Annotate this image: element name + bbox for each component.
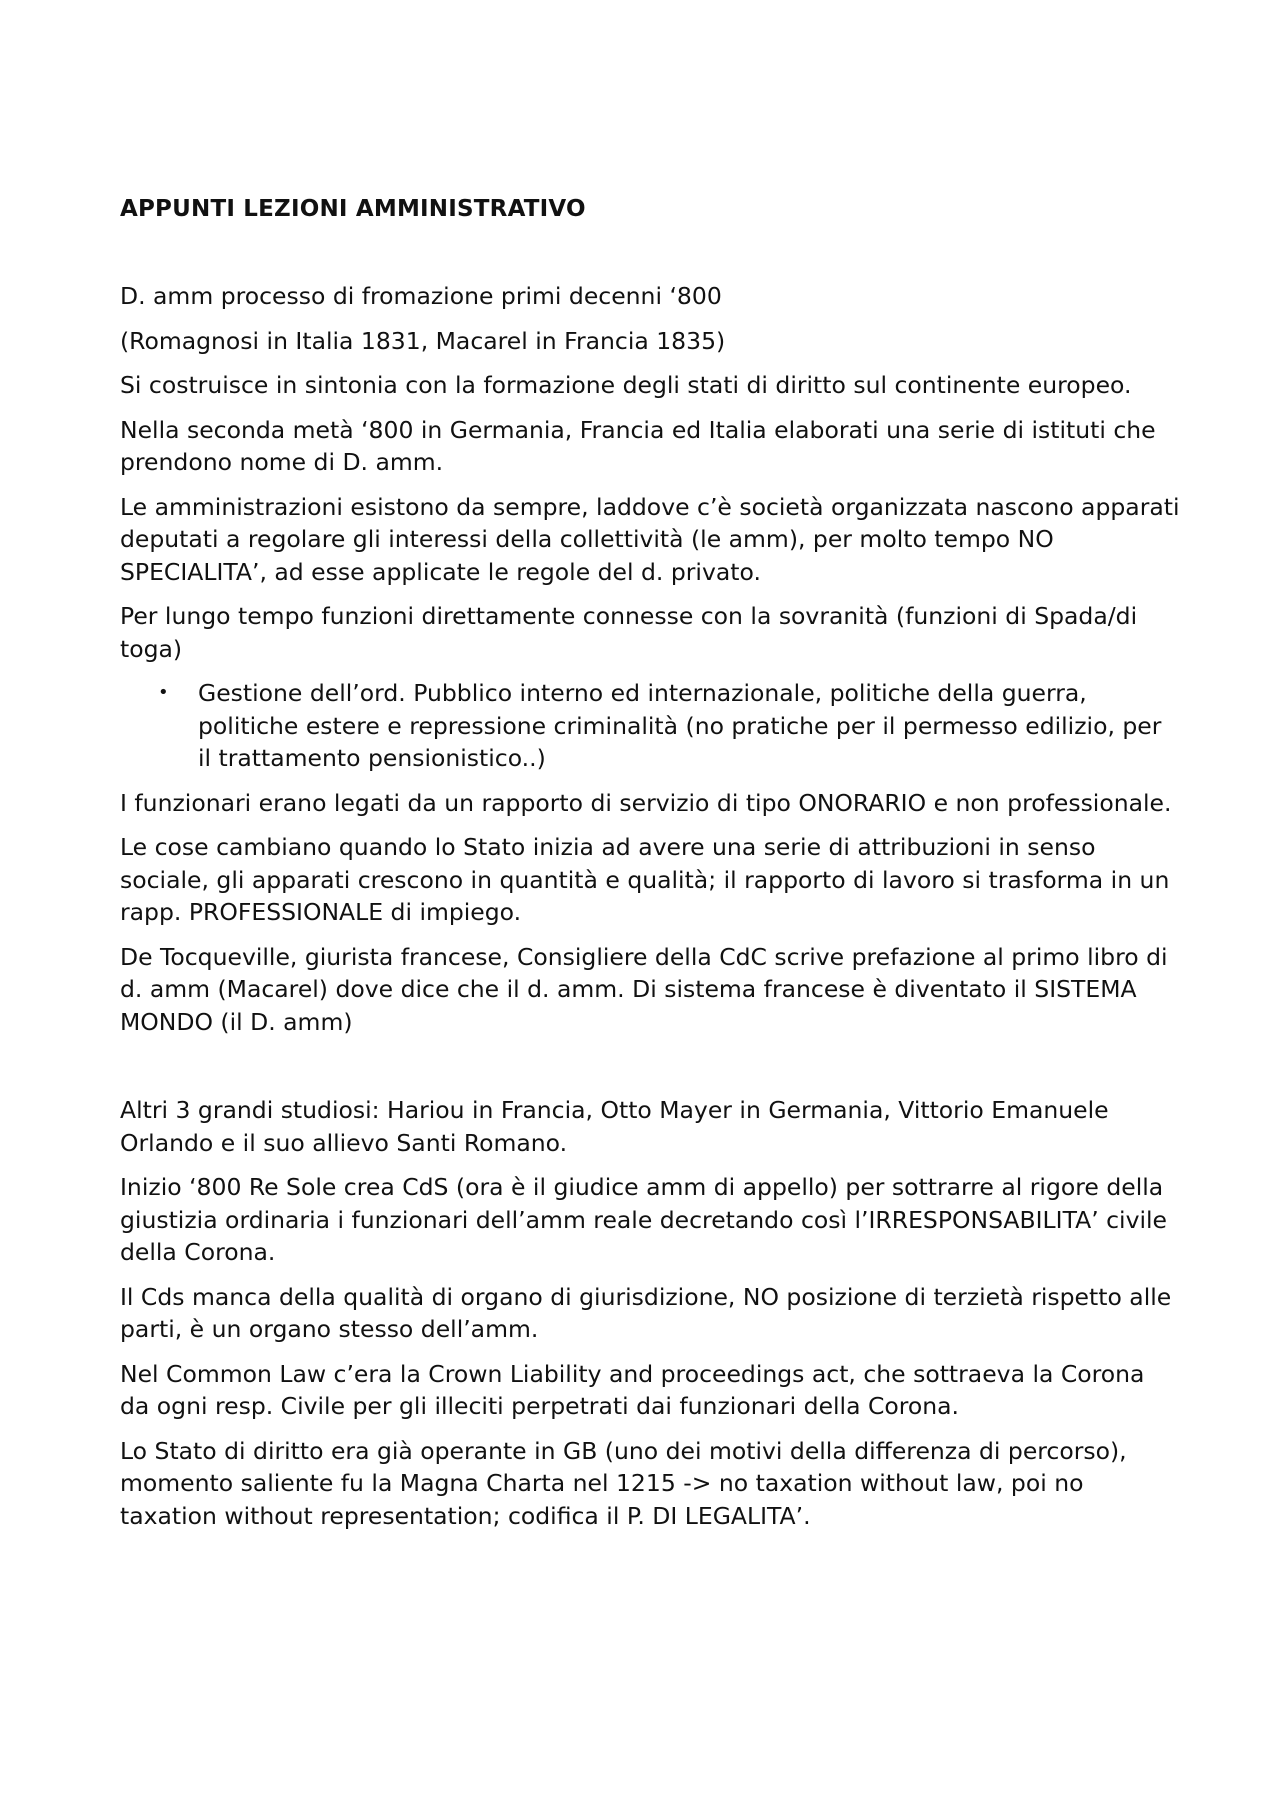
paragraph: De Tocqueville, giurista francese, Consigliere della CdC scrive prefazione al primo libro di d. amm (Macarel) dove dice che il d. amm. Di sistema francese è diventato il SISTEMA MONDO (il D. amm) xyxy=(120,942,1168,1036)
paragraph: Lo Stato di diritto era già operante in GB (uno dei motivi della differenza di percorso), momento saliente fu la Magna Charta nel 1215 -> no taxation without law, poi no taxation without representation; codifica il P. DI LEGALITA’. xyxy=(120,1436,1127,1530)
paragraph: Si costruisce in sintonia con la formazione degli stati di diritto sul continente europeo. xyxy=(120,371,1132,399)
paragraph: Il Cds manca della qualità di organo di giurisdizione, NO posizione di terzietà rispetto alle parti, è un organo stesso dell’amm. xyxy=(120,1282,1172,1343)
document-title: APPUNTI LEZIONI AMMINISTRATIVO xyxy=(120,196,586,222)
paragraph: Inizio ‘800 Re Sole crea CdS (ora è il giudice amm di appello) per sottrarre al rigore della giustizia ordinaria i funzionari dell’amm reale decretando così l’IRRESPONSABILITA’ civile della Corona. xyxy=(120,1173,1168,1266)
paragraph: Le amministrazioni esistono da sempre, laddove c’è società organizzata nascono apparati deputati a regolare gli interessi della collettività (le amm), per molto tempo NO SPECIALITA’, ad esse applicate le regole del d. privato. xyxy=(120,492,1180,586)
paragraph: Nella seconda metà ‘800 in Germania, Francia ed Italia elaborati una serie di istituti che prendono nome di D. amm. xyxy=(120,415,1156,476)
paragraph: (Romagnosi in Italia 1831, Macarel in Francia 1835) xyxy=(120,326,726,355)
paragraph: I funzionari erano legati da un rapporto di servizio di tipo ONORARIO e non professionale. xyxy=(120,788,1172,817)
document-body xyxy=(120,280,1180,1544)
bullet-list-item xyxy=(158,677,1180,775)
bullet-list xyxy=(120,677,1180,775)
paragraph: Per lungo tempo funzioni direttamente connesse con la sovranità (funzioni di Spada/di toga) xyxy=(120,602,1138,663)
paragraph: Nel Common Law c’era la Crown Liability and proceedings act, che sottraeva la Corona da ogni resp. Civile per gli illeciti perpetrati dai funzionari della Corona. xyxy=(120,1359,1145,1420)
bullet-icon: • xyxy=(158,682,169,703)
bullet-text: Gestione dell’ord. Pubblico interno ed internazionale, politiche della guerra, politiche estere e repressione criminalità (no pratiche per il permesso edilizio, per il trattamento pensionistico..) xyxy=(198,679,1162,772)
paragraph: Altri 3 grandi studiosi: Hariou in Francia, Otto Mayer in Germania, Vittorio Emanuele Orlando e il suo allievo Santi Romano. xyxy=(120,1096,1109,1157)
paragraph: D. amm processo di fromazione primi decenni ‘800 xyxy=(120,282,722,310)
paragraph: Le cose cambiano quando lo Stato inizia ad avere una serie di attribuzioni in senso sociale, gli apparati crescono in quantità e qualità; il rapporto di lavoro si trasforma in un rapp. PROFESSIONALE di impiego. xyxy=(120,833,1170,926)
